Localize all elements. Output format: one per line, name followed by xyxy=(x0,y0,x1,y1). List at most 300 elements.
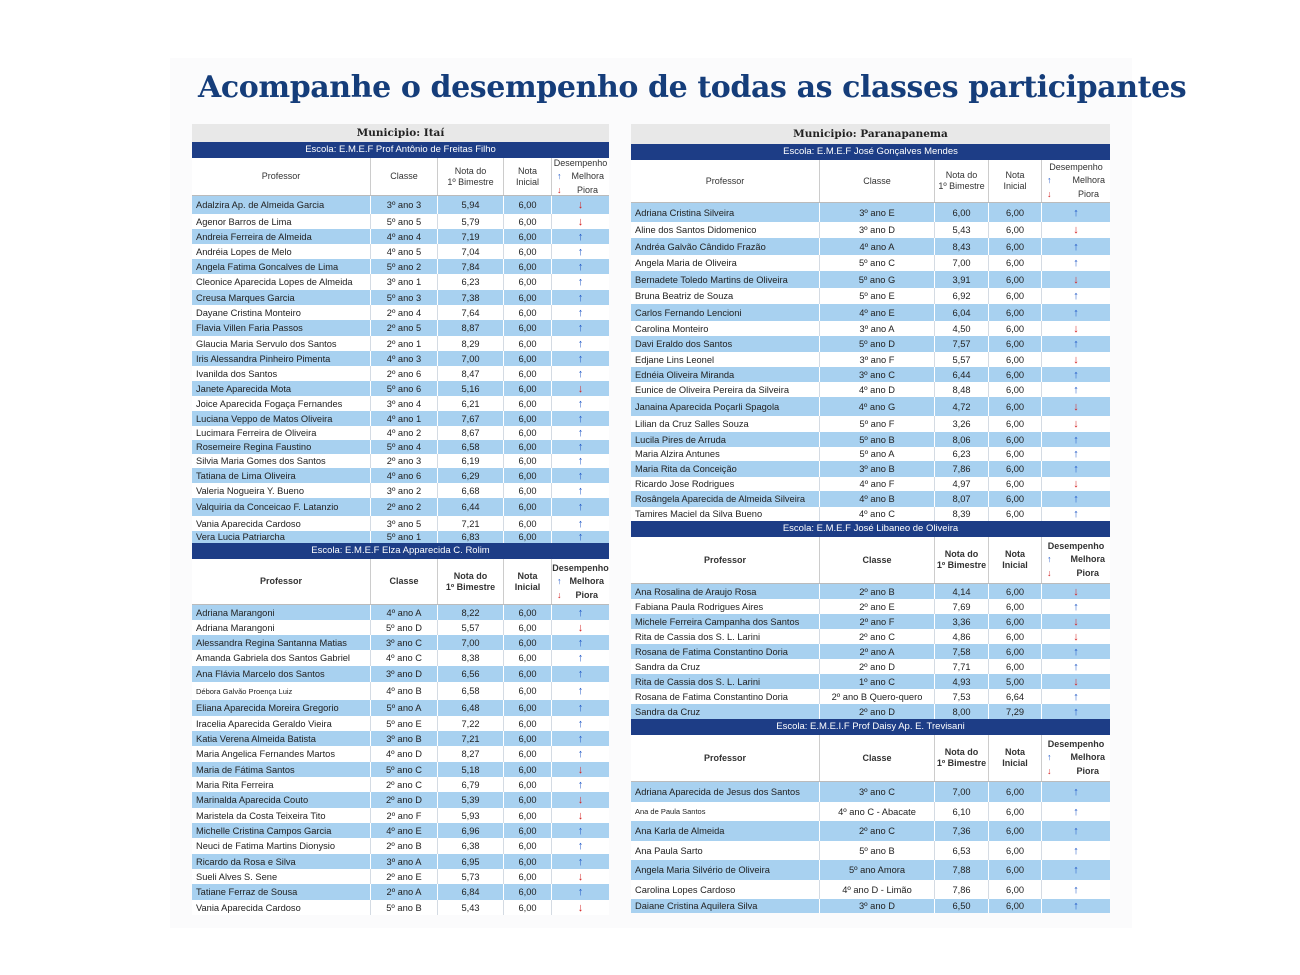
arrow-up-icon: ↑ xyxy=(577,412,584,425)
table-row xyxy=(631,782,1110,802)
classe-cell: 2º ano 5 xyxy=(371,320,438,336)
table-row xyxy=(192,274,609,290)
professor-cell: Valeria Nogueira Y. Bueno xyxy=(192,483,371,498)
nota-inicial-cell: 6,00 xyxy=(989,860,1042,880)
nota-inicial-cell: 6,00 xyxy=(989,222,1042,238)
column-header-desempenho xyxy=(1042,537,1110,583)
nota-bimestre-cell: 6,21 xyxy=(438,396,504,411)
professor-cell: Dayane Cristina Monteiro xyxy=(192,305,371,320)
nota-bimestre-cell: 5,43 xyxy=(935,222,989,238)
professor-cell: Adriana Cristina Silveira xyxy=(631,203,820,222)
nota-bimestre-cell: 7,57 xyxy=(935,336,989,352)
classe-cell: 4º ano 2 xyxy=(371,426,438,440)
table-row xyxy=(631,629,1110,644)
professor-cell: Adriana Aparecida de Jesus dos Santos xyxy=(631,782,820,802)
arrow-down-icon: ↓ xyxy=(577,901,584,914)
arrow-down-icon: ↓ xyxy=(557,589,562,600)
classe-cell: 4º ano 1 xyxy=(371,411,438,426)
nota-inicial-cell: 6,00 xyxy=(989,802,1042,821)
table-row xyxy=(192,808,609,823)
professor-cell: Angela Fatima Goncalves de Lima xyxy=(192,259,371,274)
nota-bimestre-cell: 7,58 xyxy=(935,644,989,659)
nota-bimestre-cell: 6,58 xyxy=(438,440,504,454)
nota-bimestre-cell: 5,94 xyxy=(438,196,504,214)
table-row xyxy=(631,507,1110,521)
school-header: Escola: E.M.E.I.F Prof Daisy Ap. E. Trevisani xyxy=(631,719,1110,735)
classe-cell: 2º ano 3 xyxy=(371,454,438,468)
nota-inicial-cell: 6,00 xyxy=(504,635,552,650)
legend-melhora xyxy=(552,574,609,588)
arrow-down-icon: ↓ xyxy=(577,763,584,776)
table-header xyxy=(631,160,1110,203)
professor-cell: Andreia Ferreira de Almeida xyxy=(192,229,371,244)
classe-cell: 4º ano A xyxy=(820,238,935,255)
table-header xyxy=(631,537,1110,584)
desempenho-cell xyxy=(552,620,609,635)
piora-label: Piora xyxy=(575,589,598,600)
arrow-up-icon: ↑ xyxy=(577,427,584,439)
nota-bimestre-cell: 6,04 xyxy=(935,304,989,321)
nota-inicial-cell: 6,00 xyxy=(989,447,1042,461)
nota-bimestre-cell: 6,44 xyxy=(935,367,989,382)
professor-cell: Sandra da Cruz xyxy=(631,704,820,719)
column-header-desempenho xyxy=(1042,735,1110,781)
melhora-label: Melhora xyxy=(569,575,604,586)
professor-cell: Neuci de Fatima Martins Dionysio xyxy=(192,838,371,854)
nota-bimestre-cell: 4,93 xyxy=(935,674,989,689)
classe-cell: 4º ano D xyxy=(371,746,438,762)
classe-cell: 3º ano 3 xyxy=(371,196,438,214)
piora-label: Piora xyxy=(1076,568,1099,578)
professor-cell: Bruna Beatriz de Souza xyxy=(631,288,820,304)
professor-cell: Iracelia Aparecida Geraldo Vieira xyxy=(192,716,371,731)
professor-cell: Creusa Marques Garcia xyxy=(192,290,371,305)
table-row xyxy=(192,259,609,274)
nota-bimestre-cell: 7,19 xyxy=(438,229,504,244)
arrow-up-icon: ↑ xyxy=(1073,844,1079,857)
arrow-down-icon: ↓ xyxy=(1073,615,1079,628)
arrow-up-icon: ↑ xyxy=(577,230,584,243)
desempenho-cell xyxy=(552,351,609,366)
desempenho-cell xyxy=(1042,821,1110,841)
table-row xyxy=(192,214,609,229)
nota-bimestre-cell: 7,00 xyxy=(438,635,504,650)
column-header-nota-bimestre xyxy=(935,537,989,583)
arrow-down-icon: ↓ xyxy=(577,621,584,634)
arrow-up-icon: ↑ xyxy=(577,455,584,467)
professor-cell: Carlos Fernando Lencioni xyxy=(631,304,820,321)
desempenho-cell xyxy=(1042,841,1110,860)
nota-inicial-cell: 6,00 xyxy=(504,823,552,838)
nota-inicial-cell: 6,00 xyxy=(504,792,552,808)
nota-bimestre-cell: 5,57 xyxy=(438,620,504,635)
arrow-up-icon: ↑ xyxy=(1073,600,1079,613)
nota-inicial-cell: 6,00 xyxy=(504,290,552,305)
desempenho-cell xyxy=(552,468,609,483)
desempenho-cell xyxy=(552,716,609,731)
table-row xyxy=(192,731,609,746)
classe-cell: 4º ano C xyxy=(371,650,438,666)
arrow-up-icon: ↑ xyxy=(577,886,584,898)
nota-inicial-label: Nota xyxy=(1005,747,1025,757)
professor-cell: Michele Ferreira Campanha dos Santos xyxy=(631,614,820,629)
table-row xyxy=(192,666,609,682)
table-row xyxy=(631,447,1110,461)
professor-cell: Débora Galvão Proença Luiz xyxy=(192,682,371,700)
classe-cell: 5º ano E xyxy=(820,288,935,304)
arrow-up-icon: ↑ xyxy=(1073,206,1079,219)
classe-cell: 3º ano B xyxy=(820,461,935,477)
melhora-label: Melhora xyxy=(1072,175,1105,185)
nota-bimestre-sublabel: 1º Bimestre xyxy=(938,181,985,191)
nota-bimestre-sublabel: 1º Bimestre xyxy=(936,560,987,570)
classe-cell: 2º ano F xyxy=(371,808,438,823)
desempenho-cell xyxy=(1042,629,1110,644)
nota-inicial-cell: 6,00 xyxy=(504,305,552,320)
classe-cell: 4º ano A xyxy=(371,605,438,620)
arrow-up-icon: ↑ xyxy=(577,652,584,664)
classe-cell: 3º ano 4 xyxy=(371,396,438,411)
desempenho-cell xyxy=(552,884,609,900)
nota-bimestre-sublabel: 1º Bimestre xyxy=(447,176,494,187)
desempenho-label: Desempenho xyxy=(1047,541,1105,551)
professor-cell: Ivanilda dos Santos xyxy=(192,366,371,381)
classe-cell: 3º ano A xyxy=(820,321,935,336)
professor-cell: Sandra da Cruz xyxy=(631,659,820,674)
classe-cell: 2º ano D xyxy=(820,659,935,674)
nota-inicial-cell: 6,00 xyxy=(504,531,552,543)
nota-inicial-cell: 6,00 xyxy=(504,516,552,531)
table-row xyxy=(631,841,1110,860)
arrow-up-icon: ↑ xyxy=(577,397,584,410)
desempenho-cell xyxy=(552,666,609,682)
table-row xyxy=(192,426,609,440)
desempenho-cell xyxy=(1042,689,1110,704)
nota-inicial-sublabel: Inicial xyxy=(1002,758,1028,768)
classe-cell: 3º ano D xyxy=(371,666,438,682)
table-row xyxy=(631,271,1110,288)
desempenho-cell xyxy=(1042,461,1110,477)
table-row xyxy=(192,531,609,543)
nota-bimestre-cell: 7,00 xyxy=(935,255,989,271)
desempenho-cell xyxy=(1042,644,1110,659)
table-row xyxy=(631,255,1110,271)
table-row xyxy=(192,700,609,716)
column-header-nota-inicial xyxy=(504,158,552,195)
table-row xyxy=(192,468,609,483)
table-row xyxy=(192,411,609,426)
nota-bimestre-cell: 8,67 xyxy=(438,426,504,440)
desempenho-cell xyxy=(1042,880,1110,899)
arrow-up-icon: ↑ xyxy=(577,484,584,497)
classe-cell: 3º ano D xyxy=(820,899,935,913)
nota-bimestre-cell: 5,39 xyxy=(438,792,504,808)
arrow-down-icon: ↓ xyxy=(1073,478,1079,490)
nota-inicial-cell: 6,00 xyxy=(504,440,552,454)
schools-container xyxy=(631,144,1110,913)
arrow-up-icon: ↑ xyxy=(1073,463,1079,475)
table-row xyxy=(192,746,609,762)
nota-bimestre-cell: 6,00 xyxy=(935,203,989,222)
nota-inicial-cell: 6,00 xyxy=(504,244,552,259)
professor-cell: Tatiana de Lima Oliveira xyxy=(192,468,371,483)
nota-inicial-cell: 6,00 xyxy=(504,381,552,396)
desempenho-cell xyxy=(1042,271,1110,288)
table-row xyxy=(631,899,1110,913)
table-row xyxy=(192,854,609,869)
arrow-up-icon: ↑ xyxy=(577,855,584,868)
table-row xyxy=(631,491,1110,507)
classe-cell: 2º ano B xyxy=(820,584,935,599)
legend-melhora xyxy=(552,169,609,183)
classe-cell: 3º ano C xyxy=(371,635,438,650)
nota-bimestre-cell: 8,06 xyxy=(935,432,989,447)
arrow-up-icon: ↑ xyxy=(577,717,584,730)
nota-bimestre-cell: 7,84 xyxy=(438,259,504,274)
arrow-down-icon: ↓ xyxy=(1073,400,1079,413)
nota-inicial-sublabel: Inicial xyxy=(515,176,539,187)
municipio-itai-table xyxy=(192,124,609,915)
table-row xyxy=(631,304,1110,321)
professor-cell: Aline dos Santos Didomenico xyxy=(631,222,820,238)
nota-inicial-cell: 6,00 xyxy=(504,650,552,666)
arrow-up-icon: ↑ xyxy=(577,778,584,791)
piora-label: Piora xyxy=(1077,189,1099,199)
professor-cell: Maria Rita da Conceição xyxy=(631,461,820,477)
table-row xyxy=(192,620,609,635)
classe-cell: 3º ano A xyxy=(371,854,438,869)
desempenho-cell xyxy=(552,682,609,700)
arrow-up-icon: ↑ xyxy=(1073,368,1079,381)
professor-cell: Lilian da Cruz Salles Souza xyxy=(631,416,820,432)
nota-inicial-cell: 6,00 xyxy=(989,352,1042,367)
legend-piora xyxy=(1042,187,1110,201)
classe-cell: 2º ano B xyxy=(371,838,438,854)
legend-piora xyxy=(552,183,609,197)
nota-bimestre-cell: 7,21 xyxy=(438,731,504,746)
municipio-header: Municipio: Itaí xyxy=(192,124,609,142)
nota-bimestre-cell: 7,53 xyxy=(935,689,989,704)
column-header-professor: Professor xyxy=(631,537,820,583)
nota-inicial-label: Nota xyxy=(1005,170,1025,180)
desempenho-cell xyxy=(552,700,609,716)
classe-cell: 4º ano E xyxy=(371,823,438,838)
desempenho-cell xyxy=(1042,584,1110,599)
desempenho-cell xyxy=(552,498,609,516)
nota-bimestre-label: Nota do xyxy=(453,570,488,581)
nota-bimestre-cell: 7,86 xyxy=(935,461,989,477)
table-row xyxy=(631,222,1110,238)
nota-bimestre-cell: 5,93 xyxy=(438,808,504,823)
professor-cell: Vania Aparecida Cardoso xyxy=(192,516,371,531)
desempenho-cell xyxy=(552,531,609,543)
desempenho-cell xyxy=(552,777,609,792)
table-row xyxy=(631,614,1110,629)
page-title: Acompanhe o desempenho de todas as classes participantes xyxy=(198,70,1187,105)
desempenho-cell xyxy=(552,411,609,426)
professor-cell: Flavia Villen Faria Passos xyxy=(192,320,371,336)
nota-inicial-cell: 6,00 xyxy=(504,468,552,483)
nota-inicial-cell: 6,00 xyxy=(989,614,1042,629)
nota-inicial-cell: 6,00 xyxy=(504,396,552,411)
professor-cell: Glaucia Maria Servulo dos Santos xyxy=(192,336,371,351)
table-header xyxy=(192,158,609,196)
arrow-down-icon: ↓ xyxy=(577,809,584,822)
nota-inicial-cell: 6,00 xyxy=(504,605,552,620)
professor-cell: Lucila Pires de Arruda xyxy=(631,432,820,447)
nota-bimestre-cell: 8,00 xyxy=(935,704,989,719)
arrow-up-icon: ↑ xyxy=(577,337,584,350)
column-header-classe: Classe xyxy=(820,160,935,202)
nota-bimestre-cell: 7,04 xyxy=(438,244,504,259)
arrow-up-icon: ↑ xyxy=(577,352,584,365)
table-row xyxy=(631,416,1110,432)
arrow-up-icon: ↑ xyxy=(1047,752,1052,762)
classe-cell: 3º ano B xyxy=(371,731,438,746)
nota-bimestre-cell: 7,22 xyxy=(438,716,504,731)
classe-cell: 5º ano 5 xyxy=(371,214,438,229)
professor-cell: Bernadete Toledo Martins de Oliveira xyxy=(631,271,820,288)
nota-bimestre-cell: 8,22 xyxy=(438,605,504,620)
desempenho-cell xyxy=(552,650,609,666)
desempenho-cell xyxy=(1042,336,1110,352)
table-row xyxy=(192,454,609,468)
table-row xyxy=(192,823,609,838)
arrow-up-icon: ↑ xyxy=(577,306,584,319)
arrow-up-icon: ↑ xyxy=(577,824,584,837)
nota-bimestre-cell: 6,10 xyxy=(935,802,989,821)
professor-cell: Maristela da Costa Teixeira Tito xyxy=(192,808,371,823)
professor-cell: Ana Karla de Almeida xyxy=(631,821,820,841)
classe-cell: 5º ano A xyxy=(371,700,438,716)
classe-cell: 2º ano C xyxy=(820,629,935,644)
professor-cell: Rosana de Fatima Constantino Doria xyxy=(631,689,820,704)
classe-cell: 2º ano C xyxy=(371,777,438,792)
professor-cell: Marinalda Aparecida Couto xyxy=(192,792,371,808)
arrow-up-icon: ↑ xyxy=(557,170,562,181)
professor-cell: Janaina Aparecida Poçarli Spagola xyxy=(631,397,820,416)
nota-inicial-cell: 6,00 xyxy=(504,196,552,214)
nota-inicial-cell: 6,00 xyxy=(989,821,1042,841)
nota-inicial-cell: 6,00 xyxy=(504,900,552,915)
desempenho-cell xyxy=(552,746,609,762)
arrow-down-icon: ↓ xyxy=(577,215,584,228)
classe-cell: 2º ano A xyxy=(371,884,438,900)
professor-cell: Rita de Cassia dos S. L. Larini xyxy=(631,674,820,689)
column-header-classe: Classe xyxy=(371,158,438,195)
nota-inicial-cell: 6,00 xyxy=(504,214,552,229)
table-row xyxy=(631,288,1110,304)
nota-inicial-cell: 6,64 xyxy=(989,689,1042,704)
municipio-paranapanema-table xyxy=(631,124,1110,913)
arrow-down-icon: ↓ xyxy=(1073,224,1079,236)
professor-cell: Daiane Cristina Aquilera Silva xyxy=(631,899,820,913)
school-header: Escola: E.M.E.F José Libaneo de Oliveira xyxy=(631,521,1110,537)
column-header-professor: Professor xyxy=(192,559,371,604)
nota-inicial-cell: 6,00 xyxy=(504,620,552,635)
nota-bimestre-cell: 7,36 xyxy=(935,821,989,841)
table-row xyxy=(631,704,1110,719)
professor-cell: Janete Aparecida Mota xyxy=(192,381,371,396)
desempenho-cell xyxy=(1042,802,1110,821)
table-row xyxy=(192,229,609,244)
nota-bimestre-label: Nota do xyxy=(944,549,979,559)
professor-cell: Maria Rita Ferreira xyxy=(192,777,371,792)
arrow-up-icon: ↑ xyxy=(1073,493,1079,505)
desempenho-cell xyxy=(1042,782,1110,802)
arrow-up-icon: ↑ xyxy=(577,501,584,513)
nota-inicial-cell: 6,00 xyxy=(989,659,1042,674)
professor-cell: Eliana Aparecida Moreira Gregorio xyxy=(192,700,371,716)
desempenho-cell xyxy=(552,605,609,620)
professor-cell: Sueli Alves S. Sene xyxy=(192,869,371,884)
arrow-up-icon: ↑ xyxy=(1073,290,1079,302)
professor-cell: Joice Aparecida Fogaça Fernandes xyxy=(192,396,371,411)
professor-cell: Rita de Cassia dos S. L. Larini xyxy=(631,629,820,644)
nota-bimestre-cell: 6,50 xyxy=(935,899,989,913)
desempenho-cell xyxy=(1042,203,1110,222)
nota-inicial-cell: 6,00 xyxy=(504,411,552,426)
melhora-label: Melhora xyxy=(1070,752,1105,762)
desempenho-cell xyxy=(1042,432,1110,447)
nota-bimestre-cell: 6,79 xyxy=(438,777,504,792)
classe-cell: 2º ano A xyxy=(820,644,935,659)
arrow-down-icon: ↓ xyxy=(577,870,584,883)
nota-inicial-sublabel: Inicial xyxy=(1002,560,1028,570)
classe-cell: 3º ano 2 xyxy=(371,483,438,498)
column-header-desempenho xyxy=(1042,160,1110,202)
desempenho-cell xyxy=(1042,507,1110,521)
arrow-up-icon: ↑ xyxy=(577,748,584,760)
arrow-up-icon: ↑ xyxy=(577,517,584,530)
classe-cell: 5º ano D xyxy=(820,336,935,352)
nota-bimestre-cell: 6,83 xyxy=(438,531,504,543)
column-header-desempenho xyxy=(552,559,609,604)
table-row xyxy=(631,584,1110,599)
nota-bimestre-cell: 7,64 xyxy=(438,305,504,320)
nota-bimestre-cell: 7,38 xyxy=(438,290,504,305)
nota-bimestre-cell: 7,21 xyxy=(438,516,504,531)
arrow-up-icon: ↑ xyxy=(1047,554,1052,564)
professor-cell: Davi Eraldo dos Santos xyxy=(631,336,820,352)
nota-bimestre-sublabel: 1º Bimestre xyxy=(445,581,496,592)
nota-bimestre-cell: 6,38 xyxy=(438,838,504,854)
table-row xyxy=(192,716,609,731)
nota-inicial-cell: 6,00 xyxy=(989,599,1042,614)
arrow-up-icon: ↑ xyxy=(1073,257,1079,269)
table-row xyxy=(192,320,609,336)
nota-bimestre-cell: 5,16 xyxy=(438,381,504,396)
professor-cell: Michelle Cristina Campos Garcia xyxy=(192,823,371,838)
table-row xyxy=(631,802,1110,821)
column-header-nota-bimestre xyxy=(438,158,504,195)
nota-inicial-label: Nota xyxy=(517,570,538,581)
arrow-up-icon: ↑ xyxy=(577,260,584,273)
professor-cell: Ricardo da Rosa e Silva xyxy=(192,854,371,869)
arrow-down-icon: ↓ xyxy=(1073,675,1079,688)
desempenho-cell xyxy=(552,229,609,244)
nota-bimestre-cell: 8,43 xyxy=(935,238,989,255)
professor-cell: Silvia Maria Gomes dos Santos xyxy=(192,454,371,468)
nota-inicial-label: Nota xyxy=(517,165,537,176)
column-header-nota-inicial xyxy=(504,559,552,604)
arrow-up-icon: ↑ xyxy=(1073,805,1079,818)
nota-bimestre-cell: 6,56 xyxy=(438,666,504,682)
professor-cell: Cleonice Aparecida Lopes de Almeida xyxy=(192,274,371,290)
arrow-up-icon: ↑ xyxy=(1073,900,1079,912)
legend-piora xyxy=(1042,566,1110,580)
arrow-up-icon: ↑ xyxy=(577,606,584,619)
